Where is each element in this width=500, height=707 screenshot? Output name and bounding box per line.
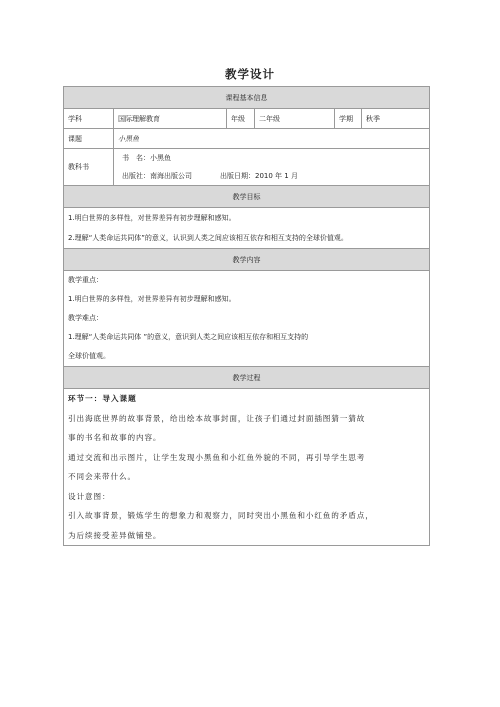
topic-label: 课题 (64, 129, 114, 149)
para1-line-2: 事的书名和故事的内容。 (68, 433, 162, 442)
process-header: 教学过程 (64, 367, 430, 389)
process-cell (64, 389, 430, 546)
subject-value: 国际理解教育 (114, 109, 227, 129)
key-points-label: 教学重点： (68, 276, 103, 284)
difficult-line-1: 1.理解“人类命运共同体 ”的意义，意识到人类之间应该相互依存和相互支持的 (68, 333, 309, 341)
para3-line-2: 为后续接受差异做铺垫。 (68, 530, 162, 540)
content-row (64, 271, 430, 367)
content-header-row (64, 249, 430, 271)
process-paragraph-1 (68, 409, 425, 448)
textbook-label: 教科书 (64, 149, 114, 186)
para2-line-2: 不同会来带什么。 (68, 472, 136, 481)
publish-date-text: 出版日期：2010 年 1 月 (220, 172, 298, 180)
textbook-row (64, 149, 430, 186)
difficult-line-2: 全球价值观。 (68, 352, 110, 360)
content-header: 教学内容 (64, 249, 430, 271)
difficult-points-label: 教学难点： (68, 314, 103, 322)
topic-value: 小黑鱼 (114, 129, 430, 149)
process-row (64, 389, 430, 546)
lesson-plan-table (63, 86, 430, 546)
term-value: 秋季 (362, 109, 430, 129)
para1-line-1: 引出海底世界的故事背景，给出绘本故事封面，让孩子们通过封面插图猜一猜故 (68, 413, 366, 423)
objectives-cell (64, 208, 430, 249)
subject-row (64, 109, 430, 129)
process-header-row (64, 367, 430, 389)
topic-row (64, 129, 430, 149)
process-paragraph-3 (68, 506, 425, 545)
content-cell (64, 271, 430, 367)
design-intent-label: 设计意图： (68, 491, 111, 501)
objective-item: 2.理解“人类命运共同体”的意义，认识到人类之间应该相互依存和相互支持的全球价值观。 (68, 234, 348, 242)
book-name-line (118, 149, 425, 167)
book-name-label: 书 名： (122, 154, 150, 162)
subject-label: 学科 (64, 109, 114, 129)
objectives-header: 教学目标 (64, 186, 430, 208)
term-label: 学期 (335, 109, 362, 129)
grade-value: 二年级 (255, 109, 335, 129)
textbook-details (114, 149, 430, 186)
document-title: 教学设计 (225, 67, 275, 81)
publisher-text: 出版社：南海出版公司 (122, 172, 192, 180)
basic-info-header: 课程基本信息 (64, 87, 430, 109)
objective-item: 1.明白世界的多样性，对世界差异有初步理解和感知。 (68, 214, 236, 222)
difficult-points-text (68, 328, 425, 366)
key-points-text: 1.明白世界的多样性，对世界差异有初步理解和感知。 (68, 295, 236, 303)
process-paragraph-2 (68, 448, 425, 487)
publisher-line (118, 167, 425, 185)
grade-label: 年级 (227, 109, 255, 129)
para2-line-1: 通过交流和出示图片，让学生发现小黑鱼和小红鱼外貌的不同，再引导学生思考 (68, 452, 366, 462)
basic-info-header-row (64, 87, 430, 109)
para3-line-1: 引入故事背景，锻炼学生的想象力和观察力，同时突出小黑鱼和小红鱼的矛盾点， (68, 511, 374, 520)
objectives-header-row (64, 186, 430, 208)
objectives-row (64, 208, 430, 249)
step-title: 环节一：导入课题 (68, 394, 137, 403)
book-name-value: 小黑鱼 (150, 154, 171, 162)
